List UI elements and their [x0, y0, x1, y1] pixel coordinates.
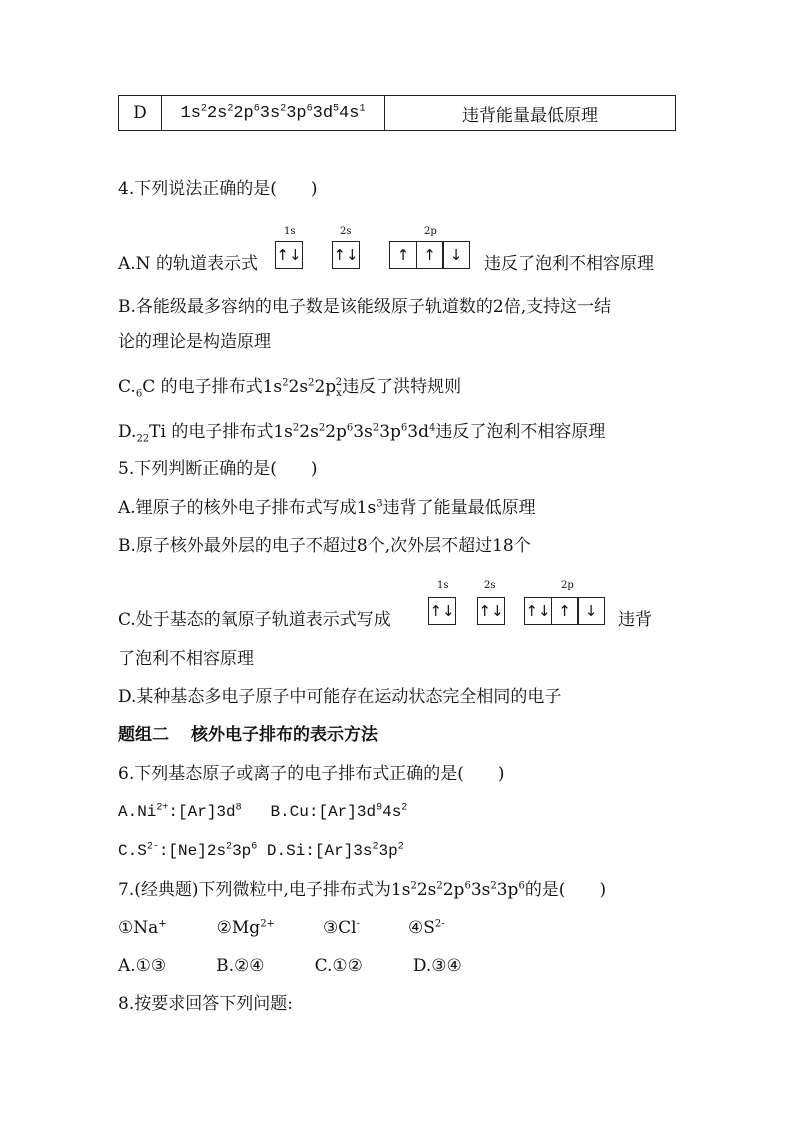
q7-stem-prefix: 7.(经典题)下列微粒中,电子排布式为 — [118, 880, 391, 900]
q5-stem: 5.下列判断正确的是( ) — [118, 459, 318, 479]
q8-stem: 8.按要求回答下列问题: — [118, 994, 293, 1014]
orbital-label-2p: 2p — [561, 580, 574, 591]
q4-d-prefix: D. — [118, 422, 137, 442]
orbital-label-2s: 2s — [340, 226, 352, 237]
q6-stem: 6.下列基态原子或离子的电子排布式正确的是( ) — [118, 764, 505, 784]
orbital-box: ↑↓ — [477, 597, 505, 625]
q7-option-c: C.①② — [314, 956, 363, 976]
orbital-box-2p — [389, 241, 470, 269]
orbital-box-2s — [332, 241, 360, 269]
q4-option-a-suffix: 违反了泡利不相容原理 — [484, 254, 654, 274]
q5-option-c-suffix: 违背 — [618, 610, 652, 630]
table-cell-letter: D — [119, 96, 162, 131]
q5-option-b: B.原子核外最外层的电子不超过8个,次外层不超过18个 — [118, 536, 531, 556]
orbital-box-1s — [275, 241, 303, 269]
section-label: 题组二 — [118, 725, 169, 745]
orbital-label-1s: 1s — [437, 580, 449, 591]
orbital-box: ↑ — [551, 597, 579, 625]
q7-stem: 7.(经典题)下列微粒中,电子排布式为$1s^22s^22p^63s^23p^6$的是( ) — [118, 880, 607, 900]
q5-a-suffix: 违背了能量最低原理 — [382, 498, 536, 518]
q4-stem: 4.下列说法正确的是( ) — [118, 179, 318, 199]
q7-option-d: D.③④ — [412, 956, 462, 976]
q7-option-b: B.②④ — [216, 956, 265, 976]
q5-option-c-line2: 了泡利不相容原理 — [118, 649, 254, 669]
q7-stem-suffix: 的是( ) — [524, 880, 607, 900]
q4-option-c: $C._6C$ 的电子排布式$1s^22s^22p_x^2$违反了洪特规则 — [118, 377, 462, 400]
orbital-box: ↑↓ — [332, 241, 360, 269]
orbital-box: ↓ — [442, 241, 470, 269]
q7-item: ①Na+ — [118, 918, 167, 938]
q5-option-a — [118, 497, 536, 519]
orbital-box-2p — [524, 597, 605, 625]
orbital-box: ↓ — [577, 597, 605, 625]
orbital-label-2s: 2s — [484, 580, 496, 591]
q7-option-a: A.①③ — [118, 956, 167, 976]
orbital-box: ↑ — [416, 241, 444, 269]
orbital-label-2p: 2p — [424, 226, 437, 237]
q4-d-sub: 22 — [136, 433, 150, 445]
q4-c-suffix: 违反了洪特规则 — [342, 377, 462, 397]
q4-option-a-prefix: A.N 的轨道表示式 — [118, 254, 258, 274]
table-cell-config: $1s^22s^22p^63s^23p^63d^54s^1$ — [162, 96, 385, 131]
q7-item: $②Mg^{2+}$ — [216, 918, 275, 938]
q4-option-b-line2: 论的理论是构造原理 — [118, 332, 271, 352]
q5-option-d: D.某种基态多电子原子中可能存在运动状态完全相同的电子 — [118, 687, 562, 707]
orbital-box: ↑↓ — [275, 241, 303, 269]
orbital-box: ↑↓ — [524, 597, 552, 625]
orbital-box: ↑↓ — [428, 597, 456, 625]
q7-items — [118, 917, 445, 939]
q6-options-ab: $A.Ni^{2+}:[Ar]3d^8$ $B.Cu:[Ar]3d^94s^2$ — [118, 802, 408, 821]
q5-a-sup: 3 — [376, 498, 383, 510]
q4-d-suffix: 违反了泡利不相容原理 — [435, 422, 606, 442]
orbital-box-1s — [428, 597, 456, 625]
option-table — [118, 95, 676, 131]
table-cell-note: 违背能量最低原理 — [385, 96, 676, 131]
orbital-label-1s: 1s — [284, 226, 296, 237]
q4-c-prefix: C. — [118, 377, 136, 397]
q4-c-mid: C 的电子排布式1s — [142, 377, 283, 397]
q5-option-c-prefix: C.处于基态的氧原子轨道表示式写成 — [118, 610, 391, 630]
orbital-box: ↑ — [389, 241, 417, 269]
table-row — [119, 96, 676, 131]
q4-d-mid: Ti 的电子排布式 — [149, 422, 274, 442]
section-title: 核外电子排布的表示方法 — [191, 725, 378, 745]
q4-option-b-line1: B.各能级最多容纳的电子数是该能级原子轨道数的2倍,支持这一结 — [118, 297, 612, 317]
orbital-box-2s — [477, 597, 505, 625]
q6-options-cd: $C.S^{2-}:[Ne]2s^23p^6$ $D.Si:[Ar]3s^23p^2$ — [118, 841, 404, 860]
q4-c-sub: 6 — [135, 388, 143, 400]
q5-a-text: A.锂原子的核外电子排布式写成1s — [118, 498, 377, 518]
q7-options — [118, 955, 462, 977]
q4-option-d: $D._{22}Ti$ 的电子排布式$1s^22s^22p^63s^23p^63d^4$违反了泡利不相容原理 — [118, 422, 606, 445]
q7-item: ③Cl- — [322, 918, 361, 938]
section-heading — [118, 724, 378, 746]
q7-item: $④S^{2-}$ — [408, 918, 445, 938]
